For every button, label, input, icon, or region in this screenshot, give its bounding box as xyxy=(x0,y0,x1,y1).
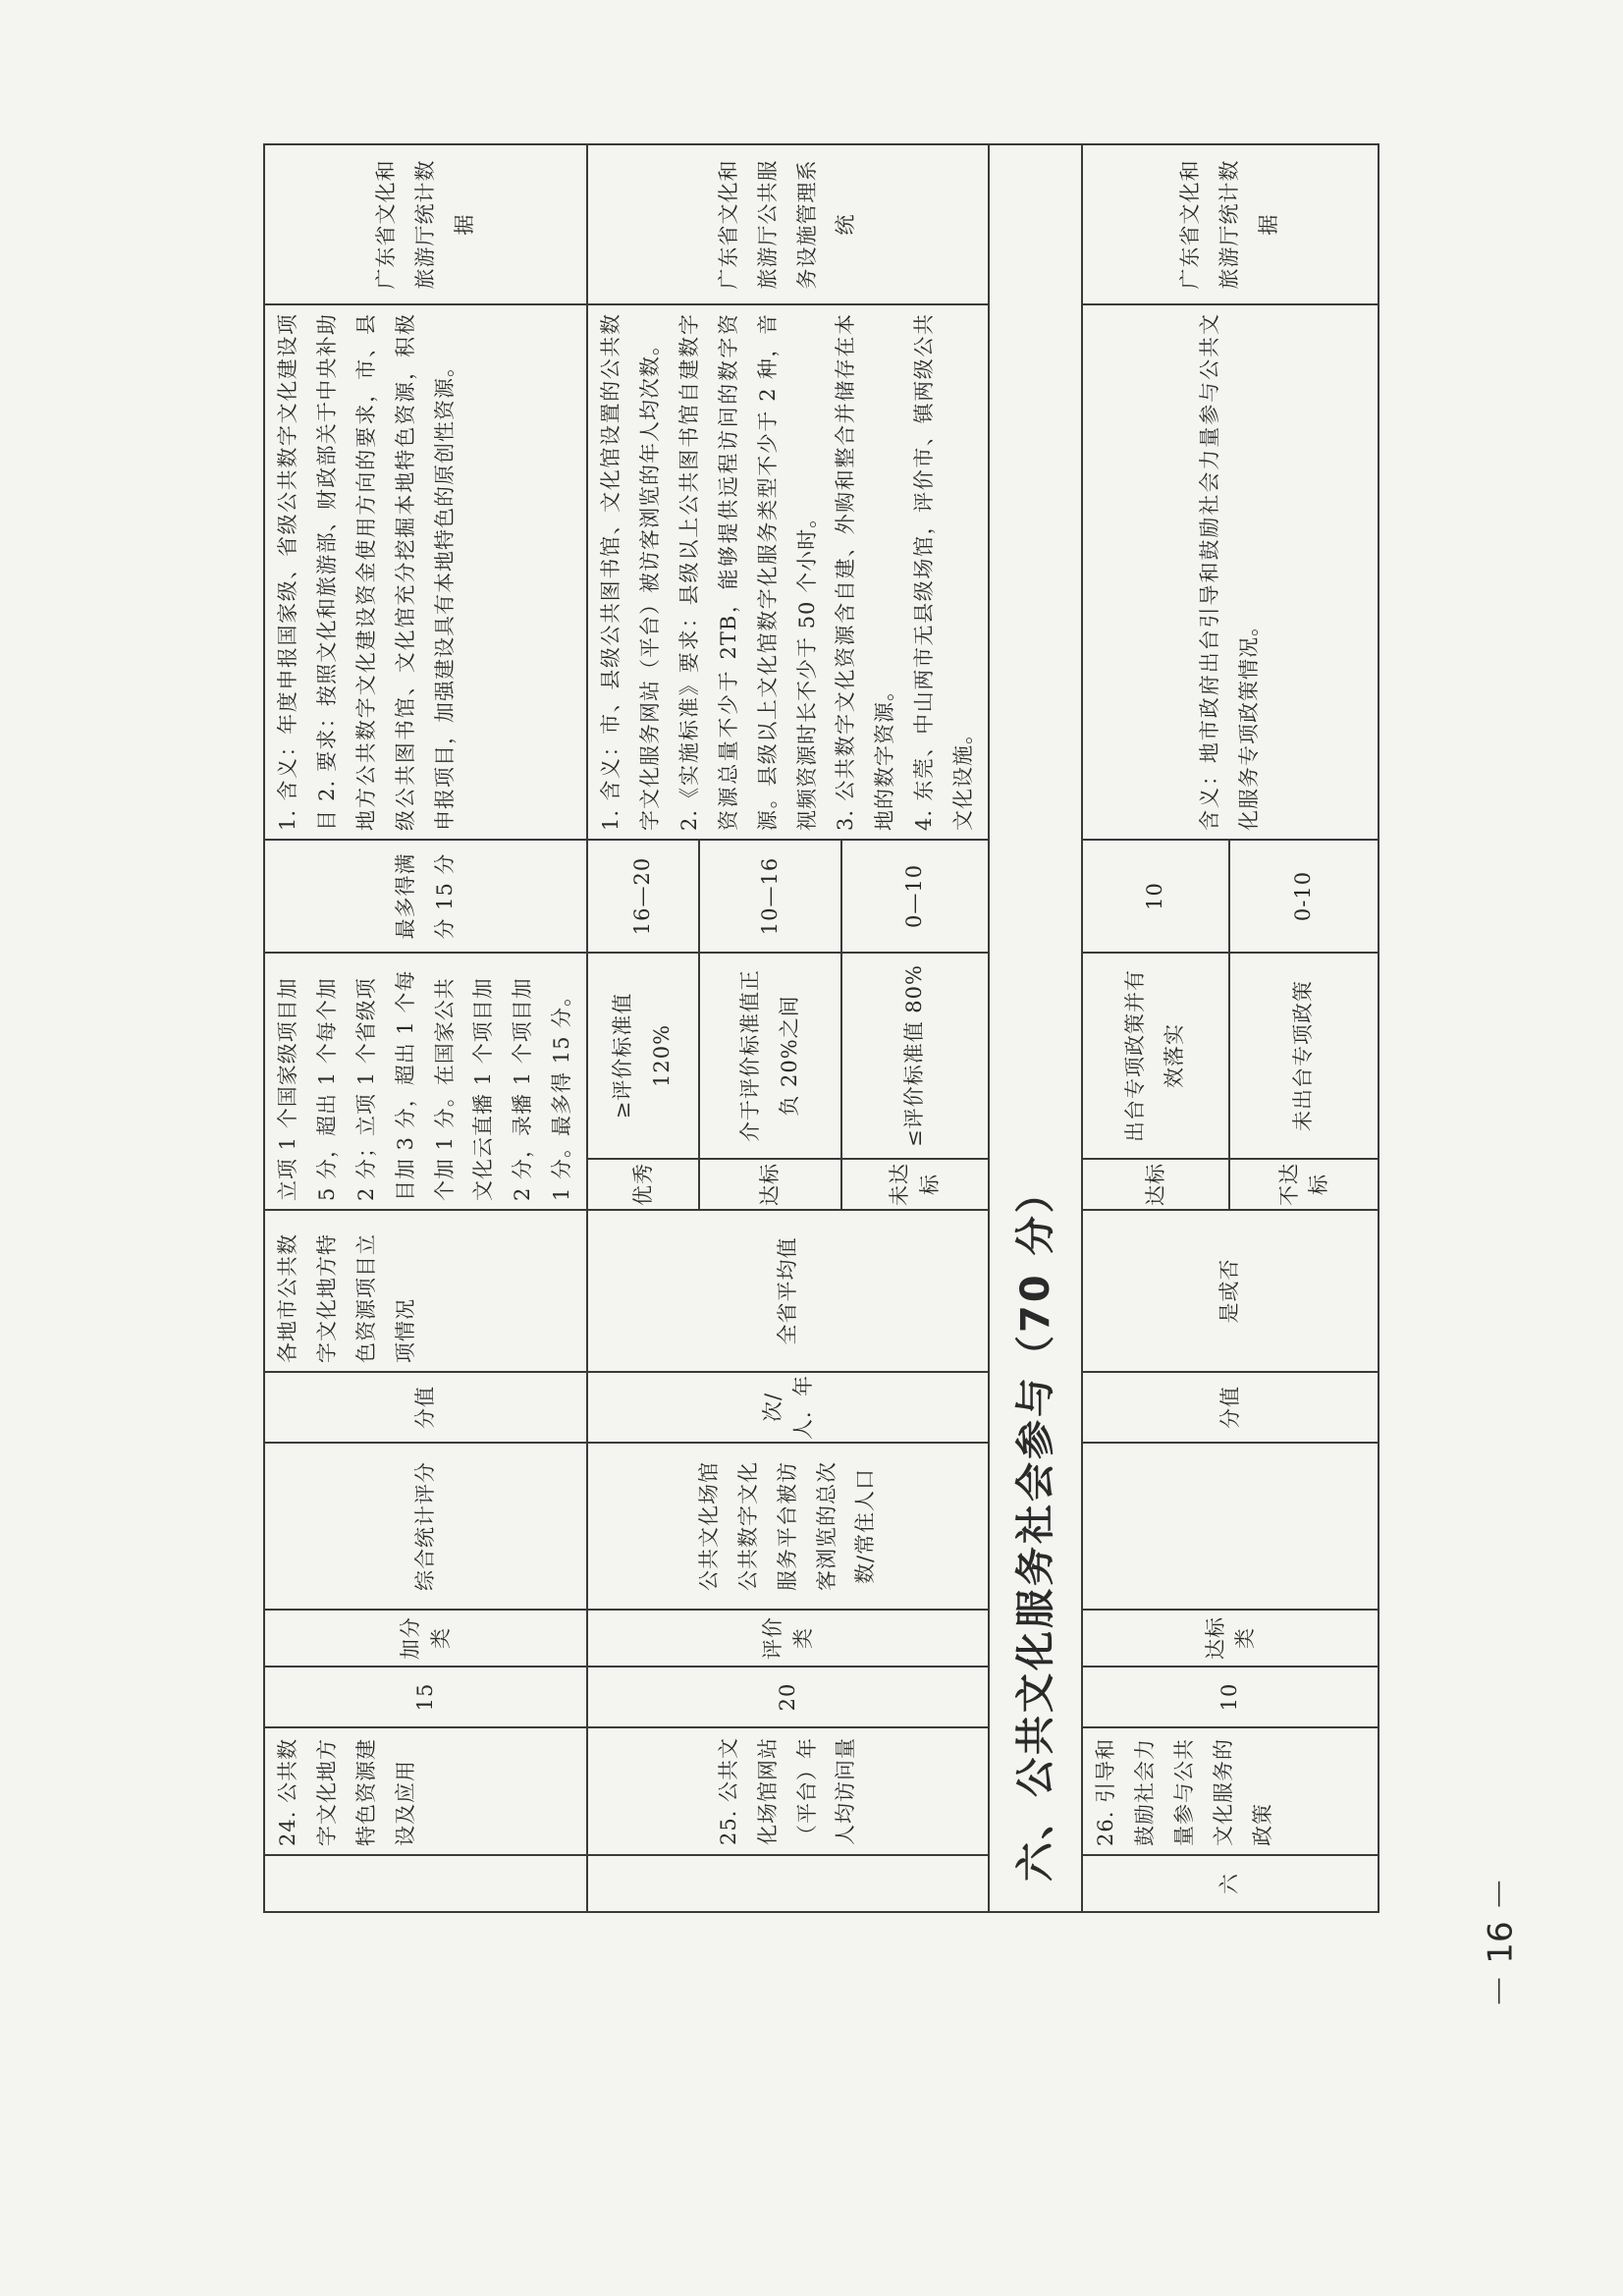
table-row xyxy=(587,144,699,1912)
section-cell: 六 xyxy=(1082,1855,1379,1912)
indicator-points: 最多得满分 15 分 xyxy=(264,840,587,953)
grade-points: 0—10 xyxy=(841,840,989,953)
grade-criterion: ≥评价标准值 120% xyxy=(587,953,699,1159)
indicator-unit: 分值 xyxy=(1082,1372,1379,1443)
section-cell xyxy=(587,1855,989,1912)
grade-points: 10—16 xyxy=(699,840,840,953)
grade-criterion: 未出台专项政策 xyxy=(1229,953,1379,1159)
table-row xyxy=(264,144,587,1912)
requirement-line: 1. 含义：市、县级公共图书馆、文化馆设置的公共数字文化服务网站（平台）被访客浏览的年人均次数。 xyxy=(599,312,663,831)
indicator-name: 25. 公共文化场馆网站（平台）年人均访问量 xyxy=(587,1727,989,1855)
grade-criterion: 介于评价标准值正负 20%之间 xyxy=(699,953,840,1159)
grade-level: 优秀 xyxy=(587,1159,699,1210)
indicator-source: 广东省文化和旅游厅统计数据 xyxy=(1082,144,1379,304)
indicator-score: 10 xyxy=(1082,1667,1379,1727)
grade-criterion: ≤评价标准值 80% xyxy=(841,953,989,1159)
indicator-basis: 全省平均值 xyxy=(587,1210,989,1372)
indicator-requirement xyxy=(587,304,989,840)
indicator-score: 20 xyxy=(587,1667,989,1727)
requirement-line: 3. 公共数字文化资源含自建、外购和整合并储存在本地的数字资源。 xyxy=(834,312,897,831)
rotated-table-sheet xyxy=(263,145,1373,1913)
indicator-type: 加分类 xyxy=(264,1610,587,1667)
grade-level: 未达标 xyxy=(841,1159,989,1210)
page-number: － 16 － xyxy=(1481,1877,1521,2008)
indicator-source: 广东省文化和旅游厅公共服务设施管理系统 xyxy=(587,144,989,304)
indicator-requirement: 1. 含义：年度申报国家级、省级公共数字文化建设项目 2. 要求：按照文化和旅游部、财政部关于中央补助地方公共数字文化建设资金使用方向的要求，市、县级公共图书馆、文化馆充分挖掘本地特色资源，积极申报项目，加强建设具有本地特色的原创性资源。 xyxy=(264,304,587,840)
table-row xyxy=(1082,144,1229,1912)
section-row xyxy=(989,144,1082,1912)
section-title: 六、公共文化服务社会参与（70 分） xyxy=(989,144,1082,1912)
grade-level: 不达标 xyxy=(1229,1159,1379,1210)
grade-points: 10 xyxy=(1082,840,1229,953)
evaluation-table xyxy=(263,143,1380,1913)
indicator-name: 24. 公共数字文化地方特色资源建设及应用 xyxy=(264,1727,587,1855)
requirement-line: 2.《实施标准》要求：县级以上公共图书馆自建数字资源总量不少于 2TB，能够提供远程访问的数字资源。县级以上文化馆数字化服务类型不少于 2 种，音视频资源时长不少于 50 个小时。 xyxy=(676,312,819,831)
indicator-basis: 是或否 xyxy=(1082,1210,1379,1372)
section-cell xyxy=(264,1855,587,1912)
grade-criterion: 出台专项政策并有效落实 xyxy=(1082,953,1229,1159)
indicator-score: 15 xyxy=(264,1667,587,1727)
indicator-type: 评价类 xyxy=(587,1610,989,1667)
grade-points: 0-10 xyxy=(1229,840,1379,953)
indicator-method: 公共文化场馆公共数字文化服务平台被访客浏览的总次数/常住人口 xyxy=(587,1443,989,1610)
indicator-method xyxy=(1082,1443,1379,1610)
indicator-requirement: 含义：地市政府出台引导和鼓励社会力量参与公共文化服务专项政策情况。 xyxy=(1082,304,1379,840)
indicator-name: 26. 引导和鼓励社会力量参与公共文化服务的政策 xyxy=(1082,1727,1379,1855)
grade-level: 达标 xyxy=(1082,1159,1229,1210)
indicator-unit: 次/人．年 xyxy=(587,1372,989,1443)
grade-level: 达标 xyxy=(699,1159,840,1210)
grade-points: 16—20 xyxy=(587,840,699,953)
indicator-type: 达标类 xyxy=(1082,1610,1379,1667)
requirement-line: 4. 东莞、中山两市无县级场馆，评价市、镇两级公共文化设施。 xyxy=(912,312,976,831)
indicator-standard: 立项 1 个国家级项目加 5 分，超出 1 个每个加 2 分；立项 1 个省级项目加 3 分，超出 1 个每个加 1 分。在国家公共文化云直播 1 个项目加 2 分，录播 1 个项目加 1 分。最多得 15 分。 xyxy=(264,953,587,1210)
indicator-basis: 各地市公共数字文化地方特色资源项目立项情况 xyxy=(264,1210,587,1372)
indicator-method: 综合统计评分 xyxy=(264,1443,587,1610)
indicator-source: 广东省文化和旅游厅统计数据 xyxy=(264,144,587,304)
indicator-unit: 分值 xyxy=(264,1372,587,1443)
